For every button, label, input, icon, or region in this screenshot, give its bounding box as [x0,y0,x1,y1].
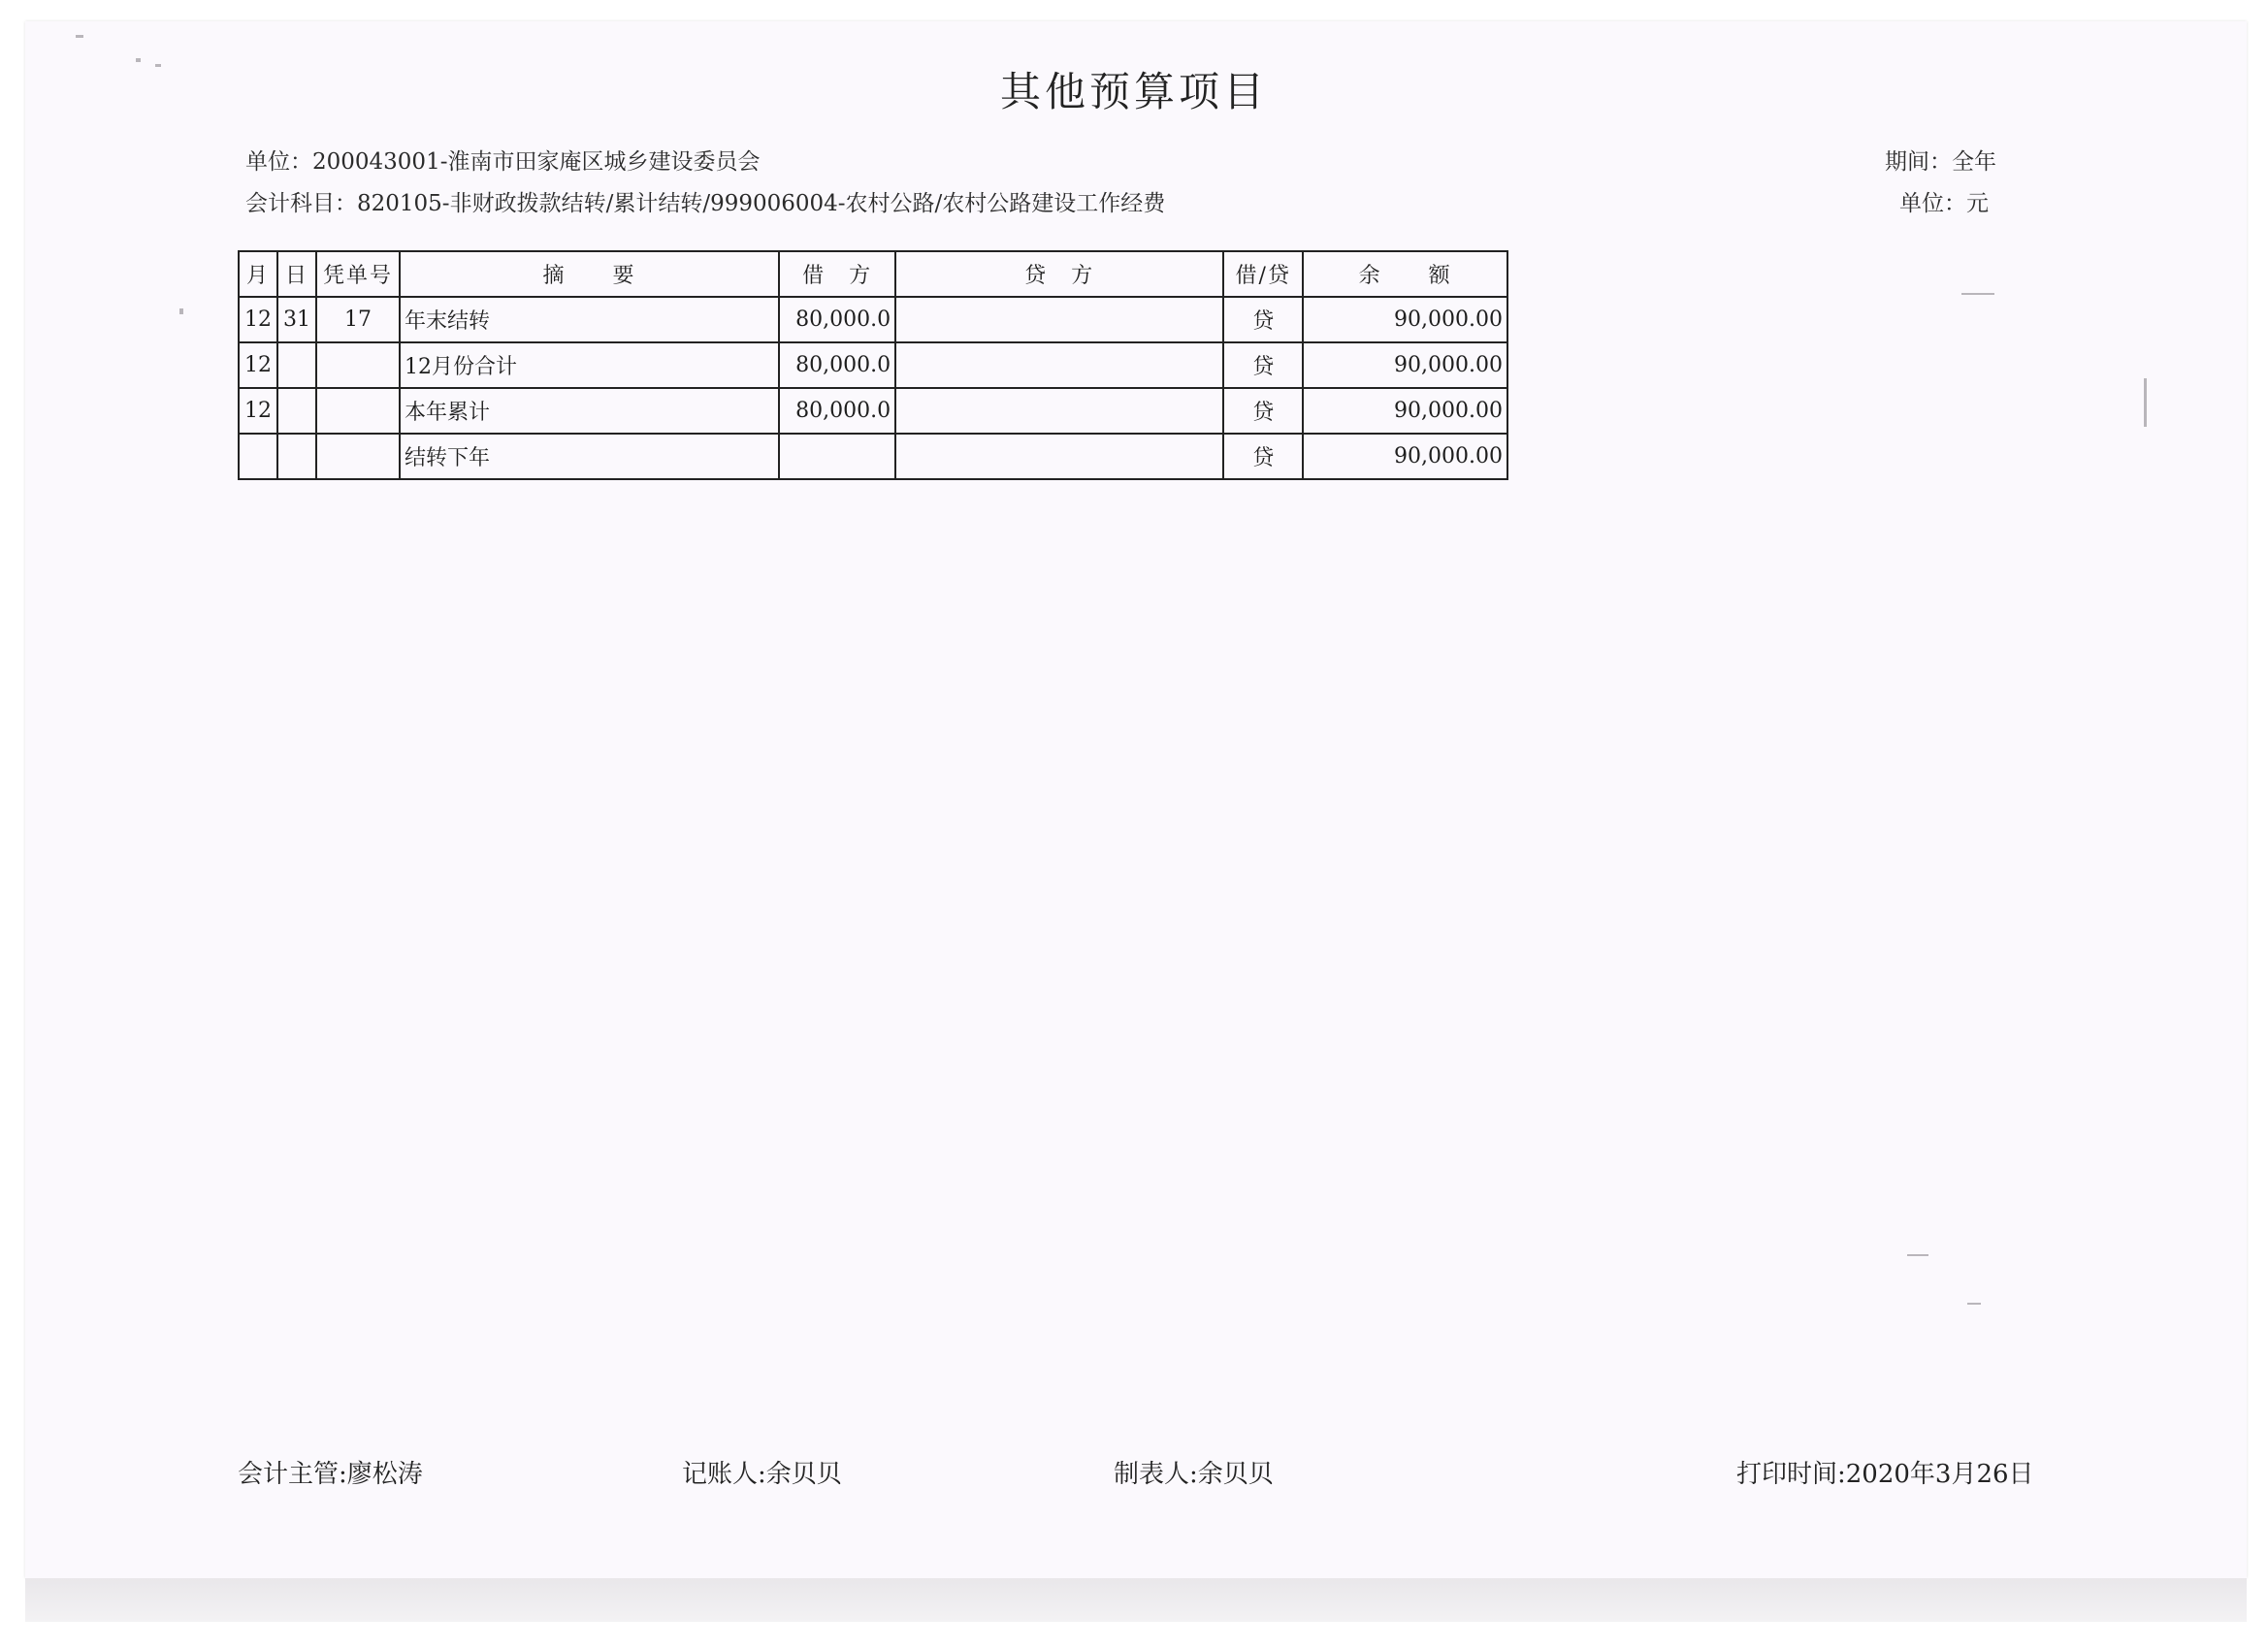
table-row [239,297,1507,342]
ledger-table [238,250,1508,480]
cell-month: 12 [239,388,277,434]
scan-speck [2144,378,2147,427]
footer-preparer: 制表人:余贝贝 [1114,1460,1274,1489]
cell-credit [895,434,1223,479]
footer-supervisor: 会计主管:廖松涛 [238,1460,423,1489]
table-header-row [239,251,1507,297]
col-header-day: 日 [277,251,316,297]
cell-debit: 80,000.0 [779,342,895,388]
cell-dc: 贷 [1223,297,1303,342]
unit-line: 单位：200043001-淮南市田家庵区城乡建设委员会 [245,149,761,175]
cell-debit: 80,000.0 [779,388,895,434]
cell-voucher [316,342,400,388]
cell-day: 31 [277,297,316,342]
col-header-debit: 借 方 [779,251,895,297]
cell-voucher [316,388,400,434]
footer-bookkeeper: 记账人:余贝贝 [682,1460,842,1489]
table-row [239,388,1507,434]
cell-credit [895,388,1223,434]
cell-month: 12 [239,297,277,342]
cell-summary: 本年累计 [400,388,779,434]
table-row [239,434,1507,479]
cell-debit [779,434,895,479]
currency-unit-label: 单位：元 [1899,191,1989,216]
scan-speck [1961,293,1994,295]
col-header-summary: 摘 要 [400,251,779,297]
cell-summary: 结转下年 [400,434,779,479]
cell-debit: 80,000.0 [779,297,895,342]
cell-dc: 贷 [1223,388,1303,434]
cell-day [277,342,316,388]
col-header-credit: 贷 方 [895,251,1223,297]
table-row [239,342,1507,388]
footer-print-time: 打印时间:2020年3月26日 [1736,1460,2034,1489]
period-label: 期间：全年 [1885,149,1996,175]
cell-dc: 贷 [1223,342,1303,388]
cell-balance: 90,000.00 [1303,342,1507,388]
page-title: 其他预算项目 [999,68,1268,115]
col-header-balance: 余 额 [1303,251,1507,297]
scan-bottom-strip [25,1578,2247,1622]
cell-dc: 贷 [1223,434,1303,479]
scan-speck [179,308,183,314]
cell-month: 12 [239,342,277,388]
col-header-dc: 借/贷 [1223,251,1303,297]
cell-summary: 年末结转 [400,297,779,342]
cell-voucher: 17 [316,297,400,342]
scan-speck [1907,1254,1928,1256]
cell-credit [895,297,1223,342]
cell-credit [895,342,1223,388]
cell-balance: 90,000.00 [1303,434,1507,479]
cell-month [239,434,277,479]
cell-balance: 90,000.00 [1303,297,1507,342]
account-line: 会计科目：820105-非财政拨款结转/累计结转/999006004-农村公路/农村公路建设工作经费 [245,191,1166,216]
cell-day [277,388,316,434]
cell-day [277,434,316,479]
scan-speck [76,35,83,38]
cell-voucher [316,434,400,479]
cell-balance: 90,000.00 [1303,388,1507,434]
scan-speck [1967,1303,1981,1305]
cell-summary: 12月份合计 [400,342,779,388]
col-header-month: 月 [239,251,277,297]
col-header-voucher: 凭单号 [316,251,400,297]
